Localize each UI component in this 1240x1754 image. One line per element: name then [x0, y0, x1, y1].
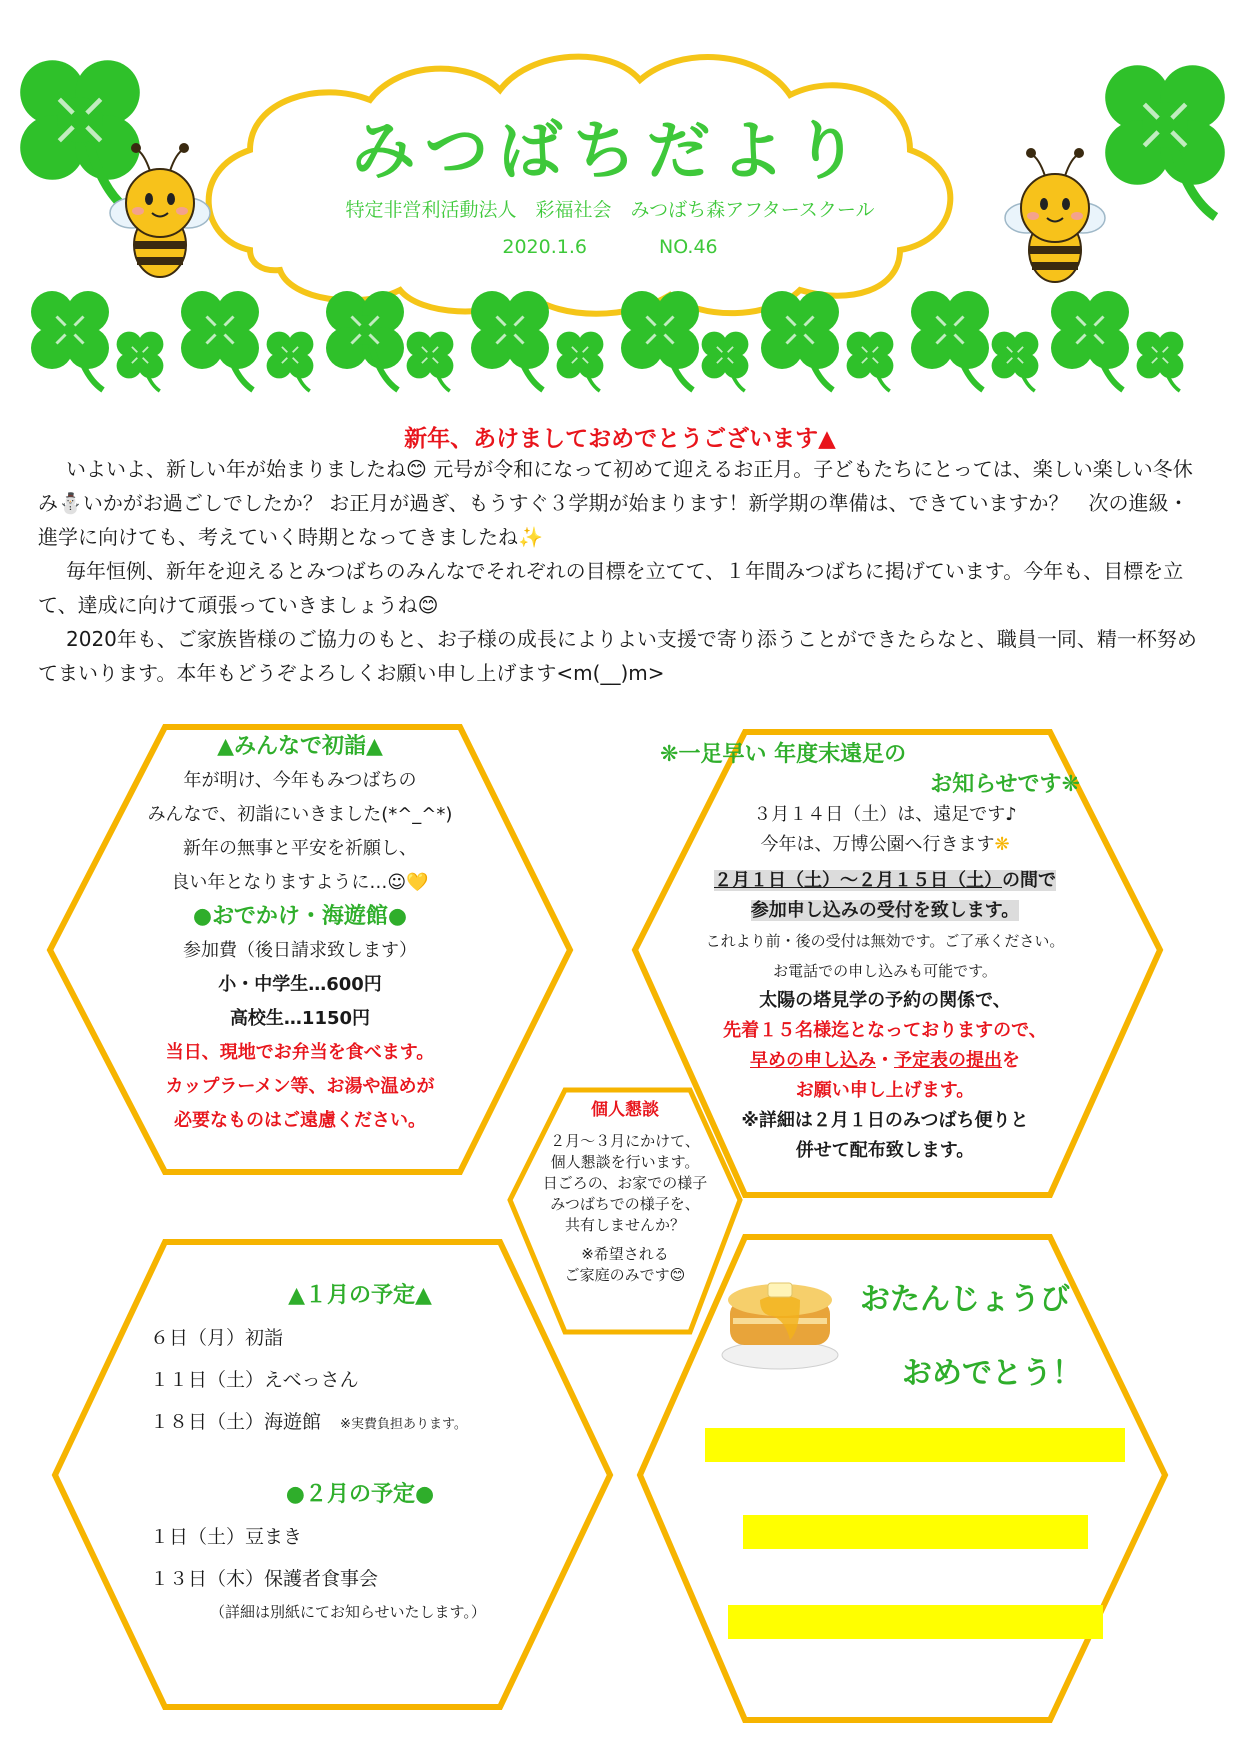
birthday-name-bar-3	[728, 1605, 1103, 1639]
sun-icon: ❋	[994, 834, 1010, 855]
excursion-title-2: お知らせです❋	[930, 772, 1080, 797]
greeting-headline	[0, 420, 1240, 453]
fee-high-school: 高校生…1150円	[229, 1008, 371, 1029]
excursion-date: ３月１４日（土）は、遠足です♪	[753, 804, 1017, 825]
excursion-period: ２月１日（土）～２月１５日（土）の間で	[714, 870, 1056, 891]
greeting-body	[38, 452, 1206, 690]
greeting-headline-text: 新年、あけましておめでとうございます	[404, 426, 819, 452]
jan-item-1: ６日（月）初詣	[150, 1327, 284, 1349]
mochi-icon: ▲	[217, 734, 234, 759]
fee-elementary: 小・中学生…600円	[218, 974, 382, 995]
issue-number: NO.46	[659, 236, 718, 258]
greeting-paragraph-2: 毎年恒例、新年を迎えるとみつばちのみんなでそれぞれの目標を立てて、１年間みつばちに掲げています。今年も、目標を立て、達成に向けて頑張っていきましょうね😊	[38, 559, 1184, 617]
oni-icon: ●	[415, 1482, 435, 1507]
interview-line-1: ２月～３月にかけて、	[550, 1132, 700, 1150]
fee-label: 参加費（後日請求致します）	[183, 940, 417, 961]
interview-note-2: ご家庭のみです😊	[564, 1266, 686, 1284]
interview-line-2: 個人懇談を行います。	[550, 1153, 700, 1171]
excursion-place: 今年は、万博公園へ行きます❋	[760, 834, 1010, 855]
birthday-line-1: おたんじょうび	[860, 1282, 1070, 1317]
schedule-footnote: （詳細は別紙にてお知らせいたします。）	[210, 1603, 486, 1621]
excursion-final-1: ※詳細は２月１日のみつばち便りと	[741, 1110, 1029, 1131]
greeting-paragraph-3: 2020年も、ご家族皆様のご協力のもと、お子様の成長によりよい支援で寄り添うことができたらなと、職員一同、精一杯努めてまいります。本年もどうぞよろしくお願い申し上げます<m(__)m>	[38, 627, 1197, 685]
mochi-icon: ▲	[288, 1283, 305, 1308]
hatsumoude-line-4: 良い年となりますように…☺💛	[171, 872, 429, 893]
kagami-mochi-icon: ▲	[818, 426, 836, 452]
hatsumoude-line-2: みんなで、初詣にいきました(*^_^*)	[147, 804, 453, 825]
fish-icon: ●	[192, 904, 213, 929]
birthday-name-bar-1	[705, 1428, 1125, 1462]
hatsumoude-line-1: 年が明け、今年もみつばちの	[183, 770, 417, 791]
jan-item-3: １８日（土）海遊館 ※実費負担あります。	[150, 1411, 467, 1433]
birthday-line-2: おめでとう！	[902, 1356, 1082, 1391]
interview-line-4: みつばちでの様子を、	[550, 1195, 700, 1213]
hatsumoude-title: ▲みんなで初詣▲	[217, 734, 383, 759]
interview-section	[520, 1100, 730, 1286]
excursion-notice-1: これより前・後の受付は無効です。ご了承ください。	[705, 932, 1065, 950]
lunch-note-3: 必要なものはご遠慮ください。	[174, 1110, 426, 1131]
feb-item-2: １３日（木）保護者食事会	[150, 1568, 379, 1590]
birthday-name-bar-2	[743, 1515, 1088, 1549]
issue-line	[300, 236, 920, 258]
newsletter-title: みつばちだより	[351, 115, 869, 189]
pancake-icon	[722, 1283, 838, 1369]
excursion-bold-line: 太陽の塔見学の予約の関係で、	[759, 990, 1011, 1011]
excursion-red-1: 先着１５名様迄となっておりますので、	[723, 1020, 1047, 1041]
greeting-paragraph-1: いよいよ、新しい年が始まりましたね😊 元号が令和になって初めて迎えるお正月。子どもたちにとっては、楽しい楽しい冬休み⛄いかがお過ごしでしたか？ お正月が過ぎ、もうすぐ３学期が始まります！新学期の準備は、できていますか？ 次の進級・進学に向けても、考えていく時期となってきましたね✨	[38, 457, 1193, 549]
feb-item-1: １日（土）豆まき	[150, 1526, 303, 1548]
mochi-icon: ▲	[415, 1283, 432, 1308]
excursion-accept: 参加申し込みの受付を致します。	[750, 900, 1020, 921]
sun-icon: ❋	[660, 742, 679, 767]
interview-note-1: ※希望される	[581, 1245, 669, 1263]
lunch-note-1: 当日、現地でお弁当を食べます。	[165, 1042, 435, 1063]
interview-title: 個人懇談	[591, 1100, 659, 1120]
interview-line-3: 日ごろの、お家での様子	[542, 1174, 708, 1192]
issue-date: 2020.1.6	[502, 236, 587, 258]
organization-name: 特定非営利活動法人 彩福社会 みつばち森アフタースクール	[345, 199, 875, 221]
sun-icon: ❋	[1061, 772, 1080, 797]
jan-item-2: １１日（土）えべっさん	[150, 1369, 359, 1391]
jan-schedule-title: ▲１月の予定▲	[288, 1283, 432, 1308]
excursion-final-2: 併せて配布致します。	[795, 1140, 975, 1161]
lunch-note-2: カップラーメン等、お湯や温めが	[165, 1076, 435, 1097]
hatsumoude-section	[90, 730, 510, 1138]
excursion-red-2: 早めの申し込み・予定表の提出を	[750, 1050, 1020, 1071]
right-bee-icon	[1005, 148, 1105, 282]
fish-icon: ●	[387, 904, 408, 929]
hatsumoude-line-3: 新年の無事と平安を祈願し、	[183, 838, 417, 859]
outing-title: ●おでかけ・海遊館●	[192, 904, 408, 929]
left-clover-icon	[20, 60, 140, 212]
interview-line-5: 共有しませんか？	[564, 1216, 685, 1234]
schedule-section	[150, 1275, 570, 1624]
right-clover-icon	[1105, 65, 1225, 217]
excursion-title-1: ❋一足早い 年度末遠足の	[660, 742, 907, 767]
excursion-notice-2: お電話での申し込みも可能です。	[773, 962, 997, 980]
excursion-red-3: お願い申し上げます。	[795, 1080, 975, 1101]
mochi-icon: ▲	[366, 734, 383, 759]
feb-schedule-title: ●２月の予定●	[285, 1482, 435, 1507]
oni-icon: ●	[285, 1482, 305, 1507]
birthday-section	[860, 1280, 1100, 1394]
